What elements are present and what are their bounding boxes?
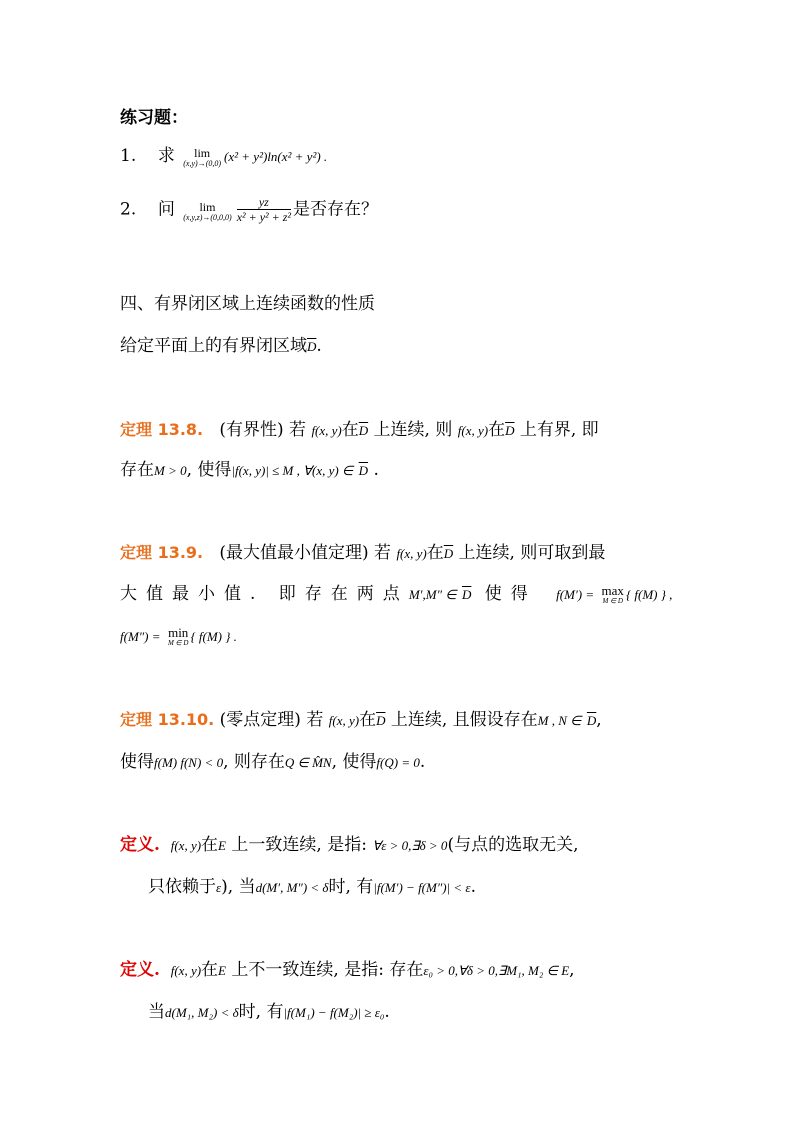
theorem-label: 定理 13.10.: [120, 710, 215, 729]
section-given: 给定平面上的有界闭区域$\overline{D}$.: [120, 336, 322, 356]
theorem-label: 定理 13.9.: [120, 543, 204, 562]
theorem-13-10-line1: 定理 13.10. (零点定理) 若 f(x, y)在$\overline{D}$ 上连续, 且假设存在M , N ∈ $\overline{D}$,: [120, 710, 602, 730]
min-operator: min M ∈ D: [167, 625, 189, 647]
section-title: 四、有界闭区域上连续函数的性质: [120, 294, 375, 314]
theorem-13-9-line3: f(M″) = min M ∈ D { f(M) } .: [120, 625, 237, 647]
theorem-13-10-line2: 使得f(M) f(N) < 0, 则存在Q ∈ M̂N, 使得f(Q) = 0.: [120, 752, 426, 772]
exercise-heading: 练习题：: [120, 108, 188, 128]
theorem-13-8-line2: 存在M > 0, 使得|f(x, y)| ≤ M , ∀(x, y) ∈ $\overline{D}$ .: [120, 460, 379, 480]
definition-uniform-line2: 只依赖于ε), 当d(M′, M″) < δ时, 有|f(M′) − f(M″)| < ε.: [148, 877, 476, 897]
theorem-13-9-line2: 大值最小值. 即存在两点M′,M″ ∈ $\overline{D}$ 使得 f(M′) = max M ∈ D { f(M) } ,: [120, 583, 673, 605]
theorem-13-9-line1: 定理 13.9. (最大值最小值定理) 若 f(x, y)在$\overline{D}$ 上连续, 则可取到最: [120, 543, 606, 563]
definition-nonuniform-line2: 当d(M₁, M₂) < δ时, 有|f(M₁) − f(M₂)| ≥ ε₀.: [148, 1002, 390, 1022]
exercise-1: 1. 求 lim (x,y)→(0,0) (x² + y²)ln(x² + y²) .: [120, 146, 328, 168]
limit-operator: lim (x,y,z)→(0,0,0): [183, 199, 232, 222]
definition-nonuniform-line1: 定义. f(x, y)在E 上不一致连续, 是指: 存在ε₀ > 0,∀δ > 0,∃M₁, M₂ ∈ E,: [120, 960, 575, 980]
theorem-13-8-line1: 定理 13.8. (有界性) 若 f(x, y)在$\overline{D}$ 上连续, 则 f(x, y)在$\overline{D}$ 上有界, 即: [120, 420, 599, 440]
max-operator: max M ∈ D: [601, 583, 624, 605]
definition-label: 定义.: [120, 960, 160, 980]
limit-operator: lim (x,y)→(0,0): [183, 146, 222, 168]
theorem-label: 定理 13.8.: [120, 420, 204, 439]
definition-uniform-line1: 定义. f(x, y)在E 上一致连续, 是指: ∀ε > 0,∃δ > 0(与点的选取无关,: [120, 835, 579, 855]
fraction: $\frac{yz}{\text{x² + y² + z²}}$: [236, 195, 292, 224]
definition-label: 定义.: [120, 835, 160, 855]
exercise-2: 2. 问 lim (x,y,z)→(0,0,0) $\frac{yz}{\text{x² + y² + z²}}$ 是否存在？: [120, 195, 379, 224]
